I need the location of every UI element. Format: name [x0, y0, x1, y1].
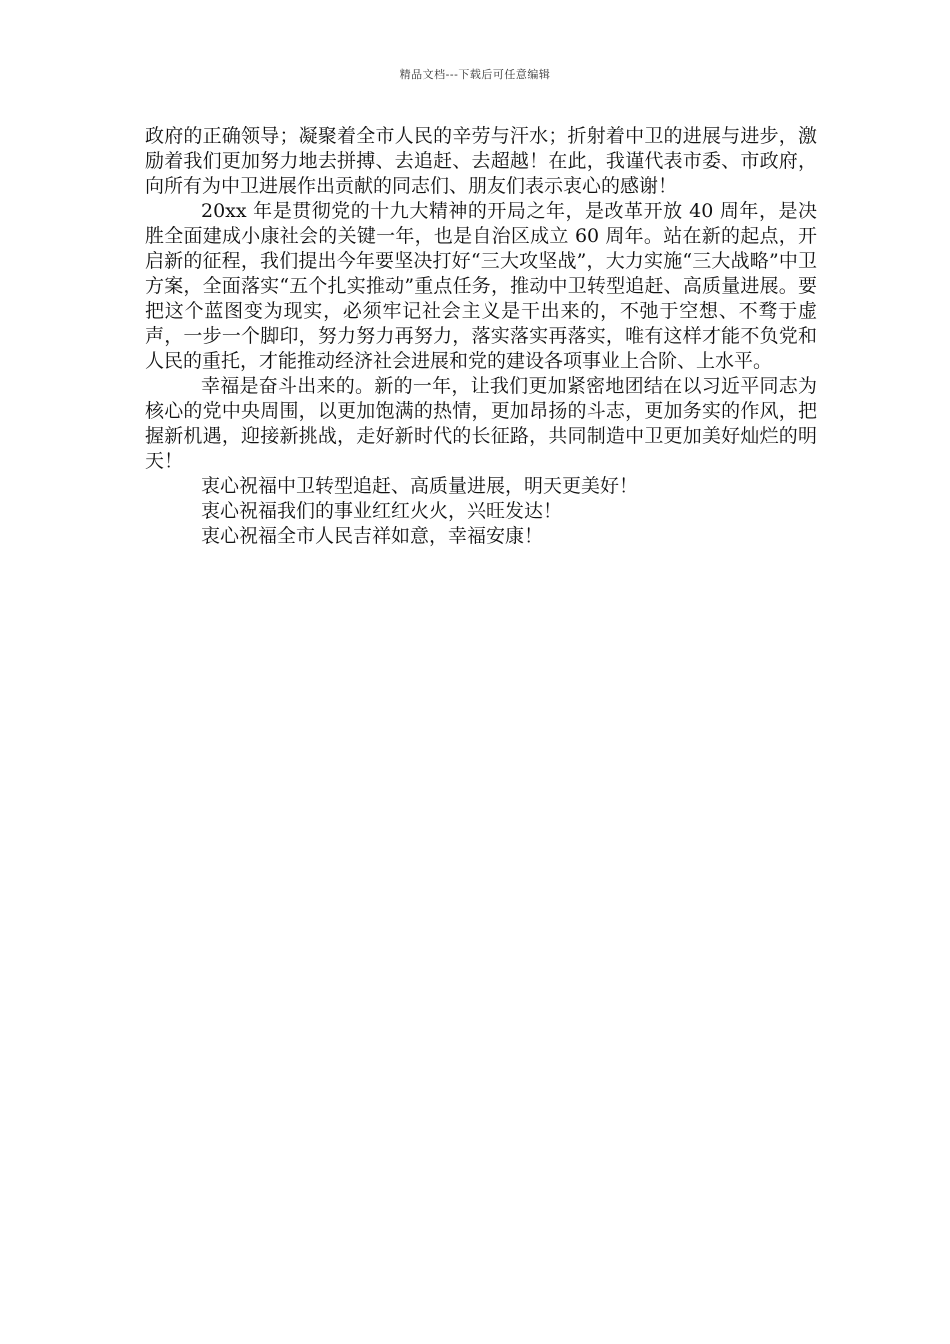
page-header: 精品文档---下载后可任意编辑: [399, 68, 551, 81]
paragraph-happiness: 幸福是奋斗出来的。新的一年，让我们更加紧密地团结在以习近平同志为核心的党中央周围，以更加饱满的热情，更加昂扬的斗志，更加务实的作风，把握新机遇，迎接新挑战，走好新时代的长征路，共同制造中卫更加美好灿烂的明天！: [145, 375, 817, 472]
blessing-line-3: 衷心祝福全市人民吉祥如意，幸福安康！: [201, 525, 544, 547]
document-body: [145, 124, 817, 549]
blessing-line-1: 衷心祝福中卫转型追赶、高质量进展，明天更美好！: [201, 475, 639, 497]
paragraph-continued: 政府的正确领导；凝聚着全市人民的辛劳与汗水；折射着中卫的进展与进步，激励着我们更加努力地去拼搏、去追赶、去超越！在此，我谨代表市委、市政府，向所有为中卫进展作出贡献的同志们、朋友们表示衷心的感谢！: [145, 125, 817, 197]
blessing-line-2: 衷心祝福我们的事业红红火火，兴旺发达！: [201, 500, 563, 522]
paragraph-anniversary: 20xx 年是贯彻党的十九大精神的开局之年，是改革开放 40 周年，是决胜全面建成小康社会的关键一年，也是自治区成立 60 周年。站在新的起点，开启新的征程，我们提出今年要坚决打好“三大攻坚战”，大力实施“三大战略”中卫方案，全面落实“五个扎实推动”重点任务，推动中卫转型追赶、高质量进展。要把这个蓝图变为现实，必须牢记社会主义是干出来的，不弛于空想、不骛于虚声，一步一个脚印，努力努力再努力，落实落实再落实，唯有这样才能不负党和人民的重托，才能推动经济社会进展和党的建设各项事业上合阶、上水平。: [145, 200, 817, 372]
